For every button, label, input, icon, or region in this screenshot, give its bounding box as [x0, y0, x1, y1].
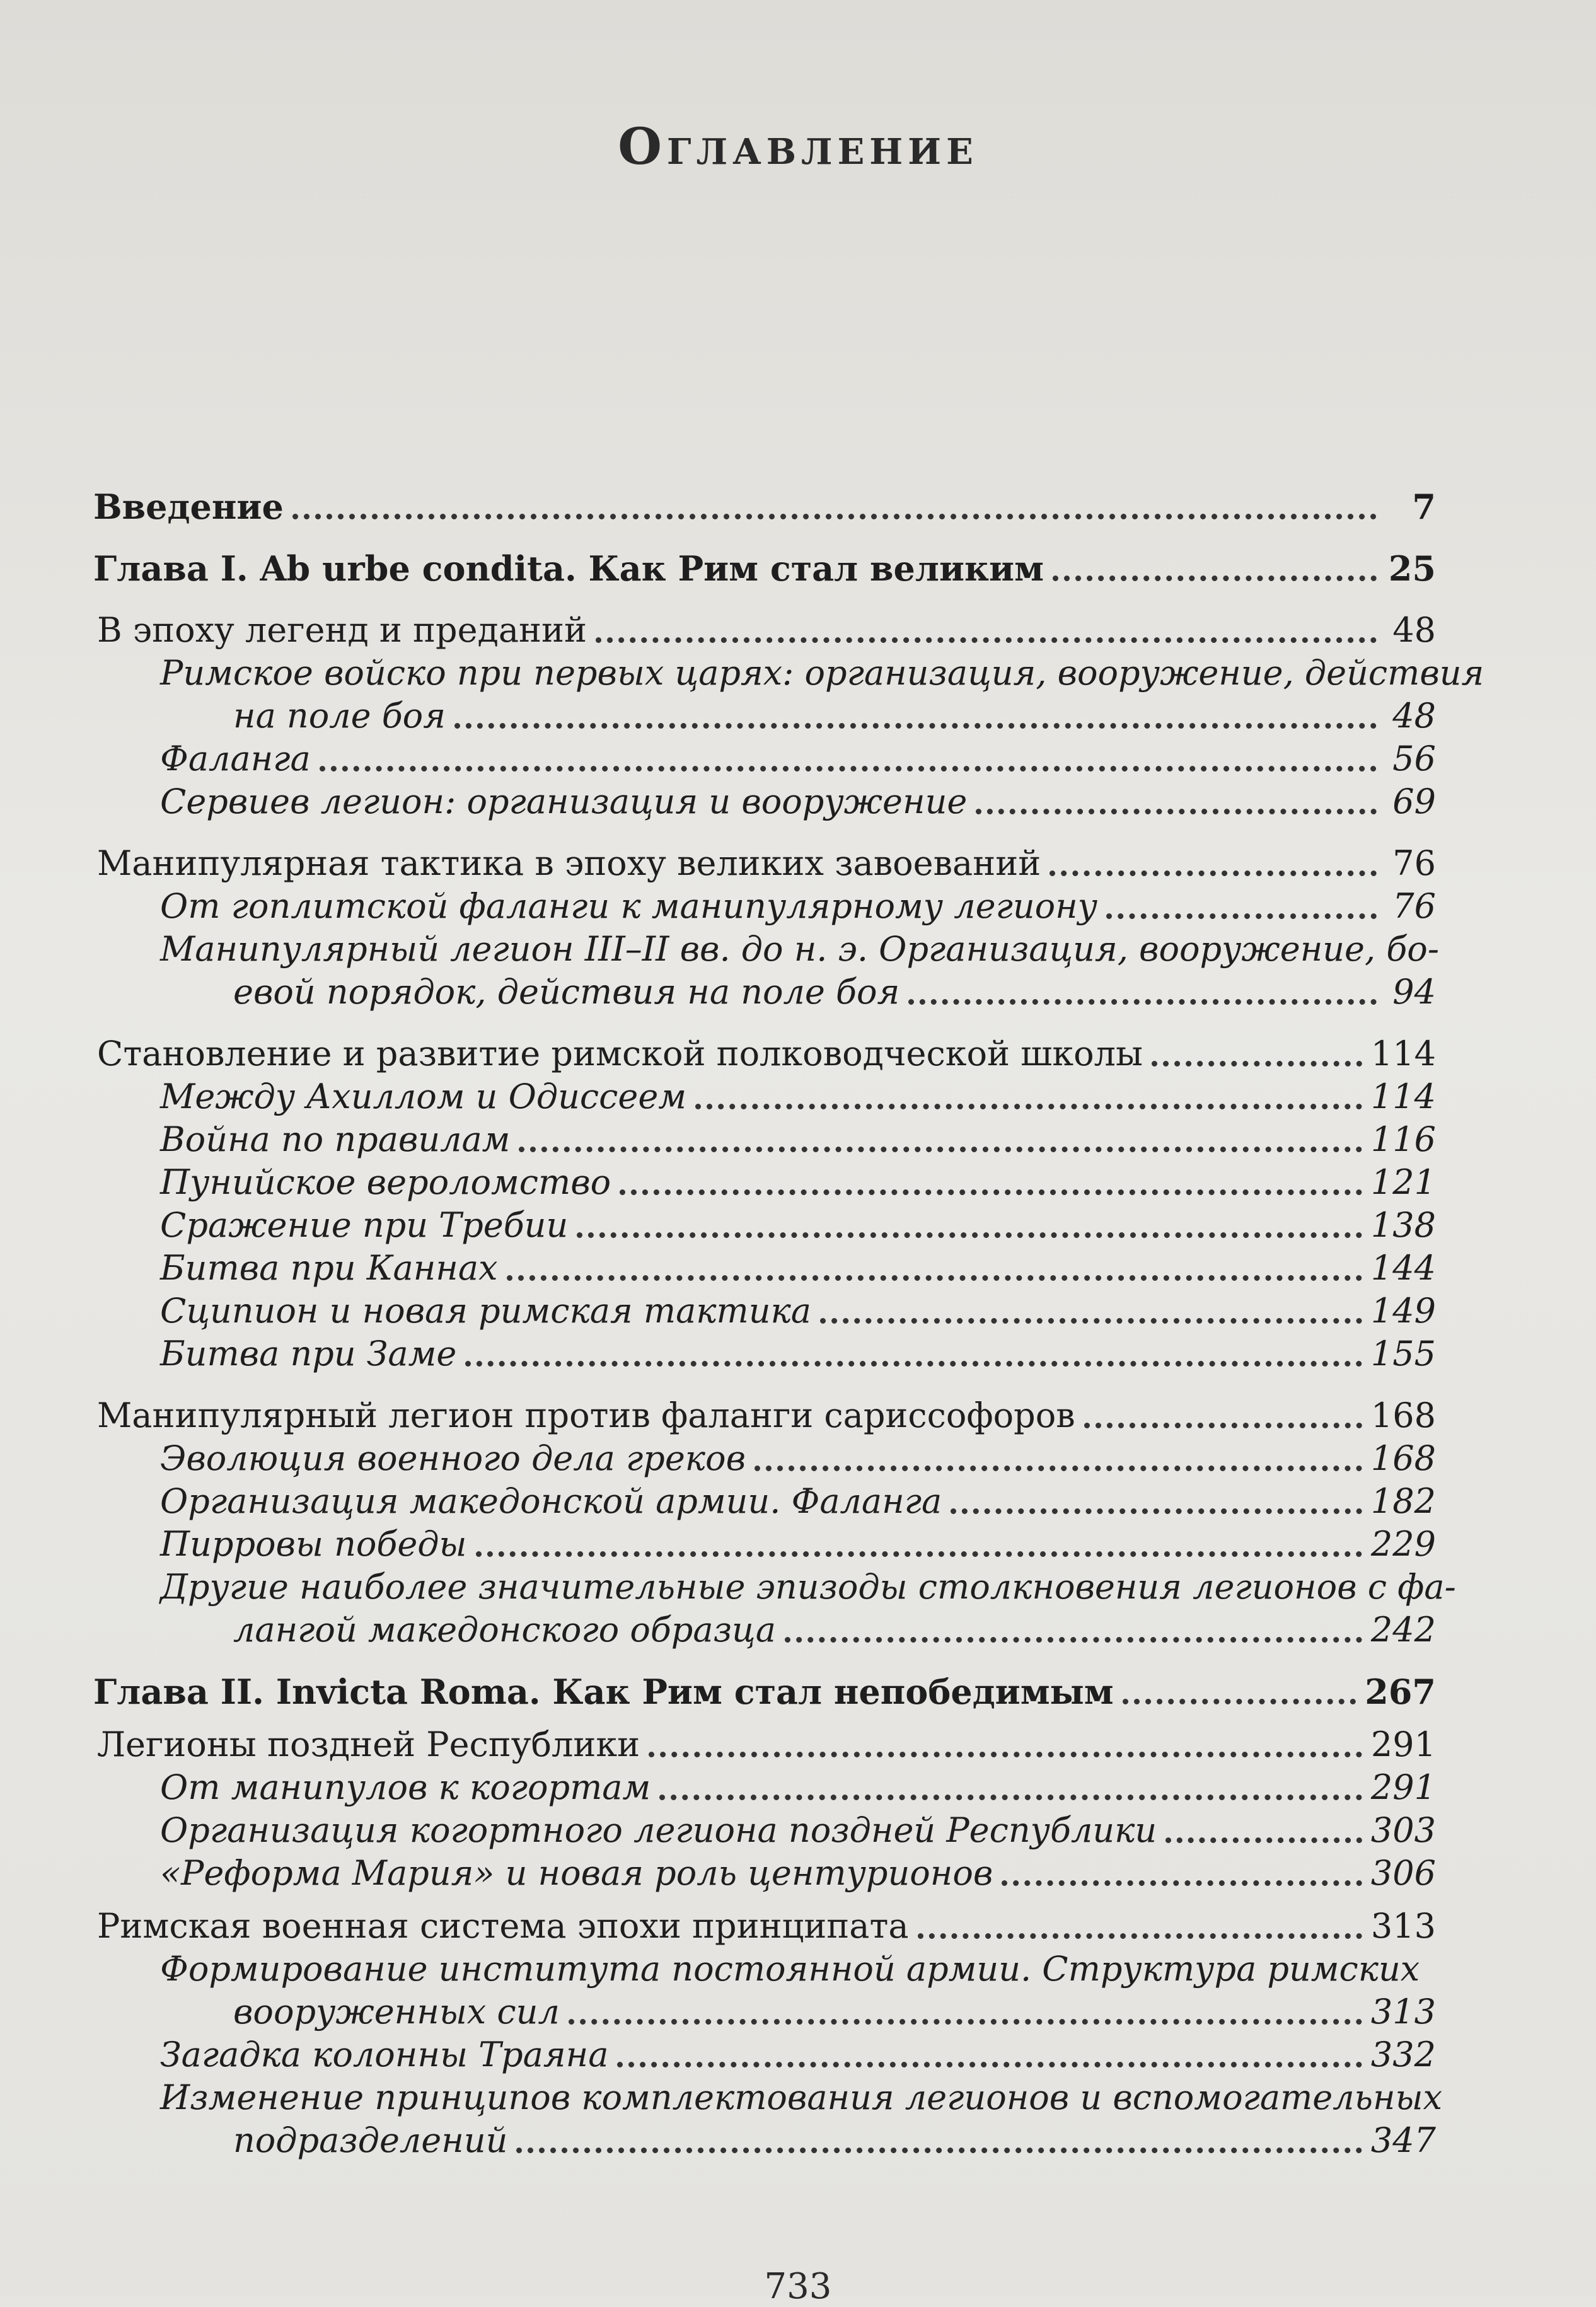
- leader-dots: [465, 1361, 1362, 1367]
- toc-entry-page: 332: [1370, 2035, 1436, 2074]
- leader-dots: [292, 514, 1377, 519]
- toc-entry-page: 182: [1370, 1481, 1436, 1521]
- toc-section: [93, 1723, 1436, 1766]
- toc-entry-page: 56: [1392, 739, 1436, 778]
- toc-subsection: [93, 1523, 1436, 1566]
- toc-entry-title: Глава II. Invicta Roma. Как Рим стал непобедимым: [93, 1672, 1114, 1712]
- toc-entry-page: 76: [1392, 886, 1436, 926]
- toc-entry-title: Битва при Каннах: [160, 1248, 498, 1288]
- toc-entry-title: Организация македонской армии. Фаланга: [160, 1481, 942, 1521]
- toc-entry-page: 168: [1370, 1396, 1436, 1435]
- toc-subsection: [93, 1766, 1436, 1809]
- leader-dots: [1106, 913, 1377, 919]
- leader-dots: [1050, 870, 1377, 876]
- leader-dots: [577, 1232, 1362, 1238]
- toc-entry-page: 69: [1392, 782, 1436, 821]
- toc-entry-title: «Реформа Мария» и новая роль центурионов: [160, 1853, 993, 1893]
- toc-entry-title: Сципион и новая римская тактика: [160, 1291, 811, 1331]
- table-of-contents: [93, 485, 1484, 2162]
- toc-entry-page: 347: [1370, 2120, 1436, 2160]
- toc-entry-page: 121: [1370, 1162, 1436, 1202]
- toc-entry-page: 76: [1392, 843, 1436, 883]
- leader-dots: [1152, 1061, 1362, 1067]
- toc-entry-title-cont: на поле боя: [233, 696, 446, 736]
- toc-subsection: [93, 928, 1440, 1014]
- toc-entry-page: 114: [1370, 1034, 1436, 1073]
- toc-entry-page: 48: [1392, 610, 1436, 650]
- leader-dots: [649, 1752, 1362, 1757]
- toc-subsection: [93, 1075, 1436, 1118]
- toc-subsection: [93, 1161, 1436, 1204]
- leader-dots: [620, 1189, 1362, 1195]
- toc-entry-title-cont: вооруженных сил: [233, 1992, 560, 2032]
- toc-subsection: [93, 885, 1436, 928]
- leader-dots: [908, 999, 1377, 1005]
- leader-dots: [320, 766, 1377, 772]
- toc-entry-title: Формирование института постоянной армии. Структура римских: [160, 1949, 1420, 1989]
- toc-entry-title-cont: лангой македонского образца: [233, 1610, 776, 1650]
- toc-subsection: [93, 2076, 1443, 2162]
- toc-entry-page: 291: [1370, 1767, 1436, 1807]
- toc-entry-page: 116: [1370, 1119, 1436, 1159]
- toc-entry-title: От манипулов к когортам: [160, 1767, 651, 1807]
- toc-subsection: [93, 1118, 1436, 1161]
- leader-dots: [519, 1147, 1362, 1152]
- toc-section: [93, 1032, 1436, 1075]
- toc-subsection: [93, 652, 1484, 737]
- toc-subsection: [93, 1290, 1436, 1333]
- toc-section: [93, 1394, 1436, 1437]
- page-title: Оглавление: [618, 117, 978, 176]
- toc-entry-title: Изменение принципов комплектования легионов и вспомогательных: [160, 2078, 1443, 2117]
- toc-subsection: [93, 1480, 1436, 1523]
- toc-entry-page: 291: [1370, 1725, 1436, 1764]
- toc-entry-title: Глава I. Ab urbe condita. Как Рим стал великим: [93, 548, 1044, 589]
- toc-entry-page: 306: [1370, 1853, 1436, 1893]
- toc-entry-page: 144: [1370, 1248, 1436, 1288]
- toc-chapter: [93, 547, 1436, 590]
- toc-entry-title: Война по правилам: [160, 1119, 511, 1159]
- toc-entry-title: Манипулярная тактика в эпоху великих завоеваний: [97, 843, 1041, 883]
- leader-dots: [1053, 575, 1377, 581]
- leader-dots: [1002, 1880, 1362, 1886]
- toc-entry-title: В эпоху легенд и преданий: [97, 610, 587, 650]
- toc-entry-page: 313: [1370, 1992, 1436, 2032]
- toc-entry-title: Легионы поздней Республики: [97, 1725, 640, 1764]
- toc-entry-title: Становление и развитие римской полководческой школы: [97, 1034, 1143, 1073]
- toc-entry-title: Между Ахиллом и Одиссеем: [160, 1077, 687, 1116]
- leader-dots: [507, 1275, 1362, 1281]
- toc-subsection: [93, 1333, 1436, 1375]
- toc-entry-title: Римская военная система эпохи принципата: [97, 1906, 909, 1946]
- toc-entry-title: Пирровы победы: [160, 1524, 467, 1564]
- toc-entry-title: Организация когортного легиона поздней Республики: [160, 1810, 1157, 1850]
- toc-subsection: [93, 737, 1436, 780]
- toc-entry-title: Другие наиболее значительные эпизоды столкновения легионов с фа-: [160, 1567, 1456, 1607]
- leader-dots: [755, 1466, 1362, 1471]
- toc-entry-title: Эволюция военного дела греков: [160, 1438, 746, 1478]
- toc-entry-title: Манипулярный легион III–II вв. до н. э. Организация, вооружение, бо-: [160, 929, 1440, 969]
- leader-dots: [476, 1551, 1362, 1557]
- toc-entry-page: 313: [1370, 1906, 1436, 1946]
- toc-section: [93, 1905, 1436, 1948]
- leader-dots: [659, 1795, 1362, 1800]
- leader-dots: [785, 1637, 1362, 1643]
- toc-entry-title: Сервиев легион: организация и вооружение: [160, 782, 968, 821]
- toc-subsection: [93, 1204, 1436, 1247]
- toc-subsection: [93, 2033, 1436, 2076]
- toc-entry-page: 168: [1370, 1438, 1436, 1478]
- toc-subsection: [93, 1566, 1456, 1651]
- toc-subsection: [93, 1809, 1436, 1852]
- toc-entry: [93, 485, 1436, 528]
- toc-subsection: [93, 780, 1436, 823]
- leader-dots: [617, 2062, 1362, 2067]
- toc-subsection: [93, 1437, 1436, 1480]
- toc-entry-page: 94: [1392, 972, 1436, 1012]
- toc-entry-page: 138: [1370, 1205, 1436, 1245]
- toc-entry-title: Пунийское вероломство: [160, 1162, 611, 1202]
- leader-dots: [976, 809, 1377, 814]
- toc-entry-page: 267: [1365, 1672, 1436, 1712]
- toc-entry-title-cont: подразделений: [233, 2120, 508, 2160]
- toc-entry-page: 25: [1388, 548, 1436, 589]
- toc-entry-page: 48: [1392, 696, 1436, 736]
- toc-entry-page: 242: [1370, 1610, 1436, 1650]
- toc-entry-title: Манипулярный легион против фаланги сариссофоров: [97, 1396, 1075, 1435]
- leader-dots: [454, 723, 1377, 729]
- toc-entry-title: Введение: [93, 487, 284, 527]
- toc-section: [93, 609, 1436, 652]
- leader-dots: [918, 1933, 1362, 1939]
- leader-dots: [596, 637, 1377, 643]
- toc-chapter: [93, 1670, 1436, 1713]
- toc-entry-page: 155: [1370, 1334, 1436, 1373]
- toc-entry-title: От гоплитской фаланги к манипулярному легиону: [160, 886, 1098, 926]
- toc-entry-page: 149: [1370, 1291, 1436, 1331]
- toc-entry-page: 7: [1412, 487, 1436, 527]
- page-number: 733: [764, 2266, 832, 2307]
- toc-entry-title: Сражение при Требии: [160, 1205, 569, 1245]
- toc-entry-title: Фаланга: [160, 739, 311, 778]
- toc-entry-page: 303: [1370, 1810, 1436, 1850]
- toc-section: [93, 842, 1436, 885]
- leader-dots: [695, 1104, 1362, 1109]
- toc-entry-title: Загадка колонны Траяна: [160, 2035, 609, 2074]
- toc-entry-title: Римское войско при первых царях: организация, вооружение, действия: [160, 653, 1484, 693]
- leader-dots: [569, 2019, 1362, 2025]
- toc-subsection: [93, 1247, 1436, 1290]
- toc-entry-title-cont: евой порядок, действия на поле боя: [233, 972, 900, 1012]
- leader-dots: [951, 1508, 1362, 1514]
- toc-subsection: [93, 1852, 1436, 1895]
- leader-dots: [1123, 1699, 1356, 1704]
- leader-dots: [1165, 1837, 1362, 1843]
- toc-entry-title: Битва при Заме: [160, 1334, 457, 1373]
- leader-dots: [516, 2148, 1362, 2153]
- toc-subsection: [93, 1948, 1436, 2033]
- toc-entry-page: 114: [1370, 1077, 1436, 1116]
- leader-dots: [1084, 1423, 1362, 1428]
- leader-dots: [820, 1318, 1362, 1324]
- toc-entry-page: 229: [1370, 1524, 1436, 1564]
